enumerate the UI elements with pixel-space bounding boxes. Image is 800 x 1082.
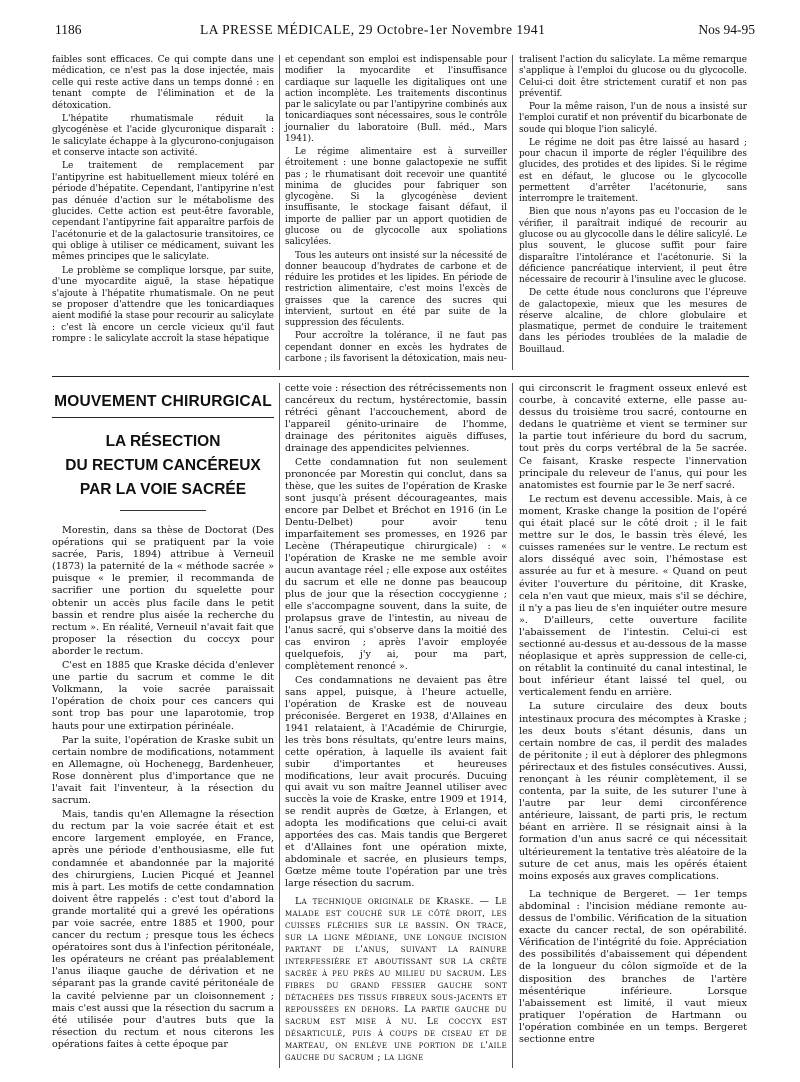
article-column-1 [52, 525, 274, 1053]
paragraph: Tous les auteurs ont insisté sur la nécessité de donner beaucoup d'hydrates de carbone et de réduire les protides et les lipides. En période de restriction alimentaire, c'est moins l'excès de graisses que la carence des sucres qui intervient, surtout en été par suite de la suppression des féculents. [285, 250, 507, 329]
article-title [52, 430, 274, 502]
paragraph: De cette étude nous conclurons que l'épreuve de galactopexie, mieux que les mesures de réserve alcaline, de chlore globulaire et plasmatique, permet de conduire le traitement dans les périodes troublées de la maladie de Bouillaud. [519, 288, 747, 355]
paragraph: L'hépatite rhumatismale réduit la glycogénèse et l'acide glycuronique disparaît : le salicylate échappe à la glycurono-conjugaison et conserve intacte son activité. [52, 113, 274, 158]
article-title-line: DU RECTUM CANCÉREUX [65, 457, 261, 474]
paragraph: Morestin, dans sa thèse de Doctorat (Des opérations qui se pratiquent par la voie sacrée, Paris, 1894) attribue à Verneuil (1873) la paternité de la « méthode sacrée » puisque « le premier, il recommanda de sacrifier une portion du squelette pour obtenir un accès plus facile dans le petit bassin et rendre plus aisée la recherche du rectum ». En réalité, Verneuil n'avait fait que proposer la résection du coccyx pour aborder le rectum. [52, 525, 274, 657]
paragraph: Le rectum est devenu accessible. Mais, à ce moment, Kraske change la position de l'opéré qui était placé sur le côté droit ; il le fait mettre sur le dos, le bassin très élevé, les cuisses ramenées sur le ventre. Le rectum est alors disséqué avec soin, l'hémostase est assurée au fur et à mesure. « Quand on peut éviter l'ouverture du péritoine, dit Kraske, cela n'en vaut que mieux, mais s'il se déchire, il n'y a pas lieu de s'en inquiéter outre mesure ». D'ailleurs, cette ouverture facilite l'abaissement de l'intestin. Celui-ci est sectionné au-dessus et au-dessous de la masse néoplasique et après suppression de celle-ci, on rétablit la continuité du canal intestinal, le bout inférieur étant laissé tel quel, ou verticalement fendu en arrière. [519, 493, 747, 699]
paragraph: Par la suite, l'opération de Kraske subit un certain nombre de modifications, notamment en Allemagne, où Hochenegg, Bardenheuer, Rose donnèrent plus d'importance que ne l'avait fait l'inventeur, à la résection du sacrum. [52, 734, 274, 807]
section-heading-underline [52, 417, 274, 418]
paragraph: C'est en 1885 que Kraske décida d'enlever une partie du sacrum et comme le dit Volkmann, la voie sacrée paraissait l'opération de choix pour ces cancers qui sont trop bas pour une laparotomie, trop hauts pour une extirpation périnéale. [52, 660, 274, 732]
subsection-paragraph: La technique de Bergeret. — 1er temps abdominal : l'incision médiane remonte au-dessus de l'ombilic. Vérification de la situation exacte du cancer rectal, de son opérabilité. Vérification de l'intégrité du foie. Appréciation des possibilités d'abaissement qui dépendent de la longueur du côlon sigmoïde et de la disposition des branches de l'artère mésentérique inférieure. Lorsque l'abaissement est limité, il vaut mieux pratiquer l'opération de Hartmann ou l'opération combinée en un temps. Bergeret sectionne entre [519, 888, 747, 1045]
top-column-2 [285, 55, 507, 367]
top-column-3 [519, 55, 747, 358]
paragraph: Pour la même raison, l'un de nous a insisté sur l'emploi curatif et non préventif du bicarbonate de soude qui bloque l'ion salicylé. [519, 102, 747, 135]
article-column-3 [519, 383, 747, 1048]
paragraph: La suture circulaire des deux bouts intestinaux procura des mécomptes à Kraske ; les deux bouts s'étant désunis, dans un certain nombre de cas, il perdit des malades de péritonite ; il eut à déplorer des phlegmons périrectaux et des fistules consécutives. Aussi, renonçant à les réunir complètement, il se contenta, par la suite, de les suturer l'une à l'autre par leur demi circonférence antérieure, laissant, de parti pris, le rectum béant en arrière. Il se résignait ainsi à la formation d'un anus sacré ce qui nécessitait ultérieurement la tentative très aléatoire de la suture de cet anus, mais les opérés étaient moins exposés aux graves complications. [519, 701, 747, 882]
section-heading-text: MOUVEMENT CHIRURGICAL [54, 393, 272, 410]
journal-title: LA PRESSE MÉDICALE, 29 Octobre-1er Novembre 1941 [200, 22, 546, 37]
article-column-2 [285, 383, 507, 1066]
paragraph: Mais, tandis qu'en Allemagne la résection du rectum par la voie sacrée était et est encore largement employée, en France, après une période d'enthousiasme, elle fut condamnée et abandonnée par la majorité des chirurgiens, Lucien Picqué et Jeannel mis à part. Les motifs de cette condamnation doivent être rappelés : c'est tout d'abord la grande mortalité qui a grevé les opérations par voie sacrée, entre 1885 et 1900, pour cancer du rectum ; presque tous les échecs opératoires sont dus à l'infection péritonéale, les opérateurs ne créant pas préalablement l'anus iliaque gauche de dérivation et ne séparant pas la grande cavité péritonéale de la cavité pelvienne par un cloisonnement ; mais c'est aussi que la résection du sacrum a été utilisée pour d'autres buts que la résection du rectum et nous citerons les opérations faites à cette époque par [52, 809, 274, 1050]
paragraph: Cette condamnation fut non seulement prononcée par Morestin qui conclut, dans sa thèse, que les suites de l'opération de Kraske sont jusqu'à présent décourageantes, mais encore par Delbet et Bréchot en 1916 (in Le Dentu-Delbet) pour avoir tenu imparfaitement ses promesses, en 1926 par Lecène (Thérapeutique chirurgicale) : « l'opération de Kraske ne me semble avoir aucun avantage réel ; elle expose aux ostéites du sacrum et elle ne donne pas beaucoup plus de jour que la résection coccygienne ; elle s'accompagne souvent, dans la suite, de prolapsus grave de l'intestin, au niveau de l'anus sacré, qui s'observe dans la moitié des cas environ ; après l'avoir employée quelquefois, j'y ai, pour ma part, complètement renoncé ». [285, 456, 507, 672]
paragraph: cette voie : résection des rétrécissements non cancéreux du rectum, hystérectomie, bassin rétréci gênant l'accouchement, abord de l'appareil génito-urinaire de l'homme, drainage des péritonites aiguës diffuses, drainage des appendicites pelviennes. [285, 383, 507, 454]
paragraph: tralisent l'action du salicylate. La même remarque s'applique à l'emploi du glucose ou du glycocolle. Celui-ci doit être strictement curatif et non pas préventif. [519, 55, 747, 99]
paragraph: Ces condamnations ne devaient pas être sans appel, puisque, à l'heure actuelle, l'opération de Kraske est de nouveau préconisée. Bergeret en 1938, d'Allaines en 1941 relataient, à l'Académie de Chirurgie, les très bons résultats, qu'entre leurs mains, cette opération, à laquelle ils avaient fait subir d'importantes et heureuses modifications, leur avait procurés. Ducuing qui avait vu son maître Jeannel utiliser avec succès la voie de Kraske, entre 1909 et 1914, se rendit auprès de Gœtze, à Erlangen, et adopta les modifications que celui-ci avait apportées des cas. Mais tandis que Bergeret et d'Allaines font une opération mixte, abdominale et sacrée, en plusieurs temps, Gœtze même toute l'opération par une très large résection du sacrum. [285, 674, 507, 890]
issue-numbers: Nos 94-95 [698, 22, 755, 37]
paragraph: Le régime alimentaire est à surveiller étroitement : une bonne galactopexie ne suffit pas ; le rhumatisant doit recevoir une quantité minima de glucides pour fabriquer son glycogène. Si la glycogénèse devient insuffisante, le stockage faisant défaut, il importe de pallier par un apport quotidien de glucose ou de glycocolle aux spoliations salicylées. [285, 147, 507, 248]
paragraph: qui circonscrit le fragment osseux enlevé est courbe, à concavité externe, elle passe au-dessus du troisième trou sacré, contourne en dedans le quatrième et vient se terminer sur la partie tout inférieure du bord du sacrum, tout près du corps vertébral de la 5e sacrée. Ce faisant, Kraske respecte l'innervation principale du releveur de l'anus, qui pour les anatomistes est fournie par le 3e nerf sacré. [519, 383, 747, 491]
paragraph: faibles sont efficaces. Ce qui compte dans une médication, ce n'est pas la dose injectée, mais celle qui reste active dans un temps donné : en tenant compte de l'élimination et de la détoxication. [52, 55, 274, 111]
paragraph: Bien que nous n'ayons pas eu l'occasion de le vérifier, il paraîtrait indiqué de recourir au glucose ou au glycocolle dans le délire salicylé. Le plus souvent, le glucose suffit pour faire disparaître l'intolérance et l'acétonurie. Si la déficience pancréatique intervient, il peut être nécessaire de recourir à l'insuline avec le glucose. [519, 207, 747, 286]
title-rule [120, 510, 206, 511]
column-divider [279, 55, 280, 370]
paragraph: Pour accroître la tolérance, il ne faut pas cependant donner en excès les hydrates de carbone ; ils favorisent la détoxication, mais neu- [285, 331, 507, 364]
section-separator [52, 376, 749, 377]
paragraph: et cependant son emploi est indispensable pour modifier la myocardite et l'insuffisance cardiaque sur laquelle les digitaliques ont une action incomplète. Les traitements discontinus par le salicylate ou par l'antipyrine combinés aux tonicardiaques sont nécessaires, sous le contrôle journalier du laboratoire (Bull. méd., Mars 1941). [285, 55, 508, 144]
column-divider [512, 383, 513, 1068]
top-column-1 [52, 55, 274, 347]
page-number: 1186 [55, 22, 82, 37]
subsection-paragraph: La technique originale de Kraske. — Le malade est couché sur le côté droit, les cuisses fléchies sur le bassin. On trace, sur la ligne médiane, une longue incision partant de l'anus, suivant la rainure interfessière et aboutissant sur la crête sacrée à peu près au milieu du sacrum. Les fibres du grand fessier gauche sont détachées des tissus fibreux sous-jacents et repoussées en dehors. La partie gauche du sacrum est mise à nu. Le coccyx est désarticulé, puis à coups de ciseau et de marteau, on enlève une portion de l'aile gauche du sacrum ; la ligne [285, 896, 507, 1064]
column-divider [512, 55, 513, 370]
paragraph: Le traitement de remplacement par l'antipyrine est habituellement mieux toléré en période d'hépatite. Cependant, l'antipyrine n'est pas dénuée d'action sur le métabolisme des glucides. Cette action est peut-être favorable, cependant l'antipyrine fait apparaître parfois de l'acétonurie et de la galactosurie transitoires, ce qui oblige à utiliser ce médicament, suivant les mêmes principes que le salicylate. [52, 161, 274, 263]
section-heading [52, 393, 274, 418]
page-header [55, 22, 755, 46]
paragraph: Le régime ne doit pas être laissé au hasard ; pour chacun il importe de régler l'équilibre des glucides, des protides et des lipides. Si le régime est en défaut, le glucose ou le glycocolle permettent d'arrêter l'acétonurie, sans interrompre le traitement. [519, 137, 747, 205]
article-title-line: LA RÉSECTION [105, 433, 221, 450]
column-divider [279, 383, 280, 1068]
article-title-line: PAR LA VOIE SACRÉE [79, 481, 247, 498]
paragraph: Le problème se complique lorsque, par suite, d'une myocardite aiguë, la stase hépatique s'ajoute à l'hépatite rhumatismale. On ne peut se proposer d'attendre que les tonicardiaques aient modifié la stase pour recourir au salicylate : c'est là encore un cercle vicieux qu'il faut rompre : le salicylate accroît la stase hépatique [52, 265, 274, 344]
